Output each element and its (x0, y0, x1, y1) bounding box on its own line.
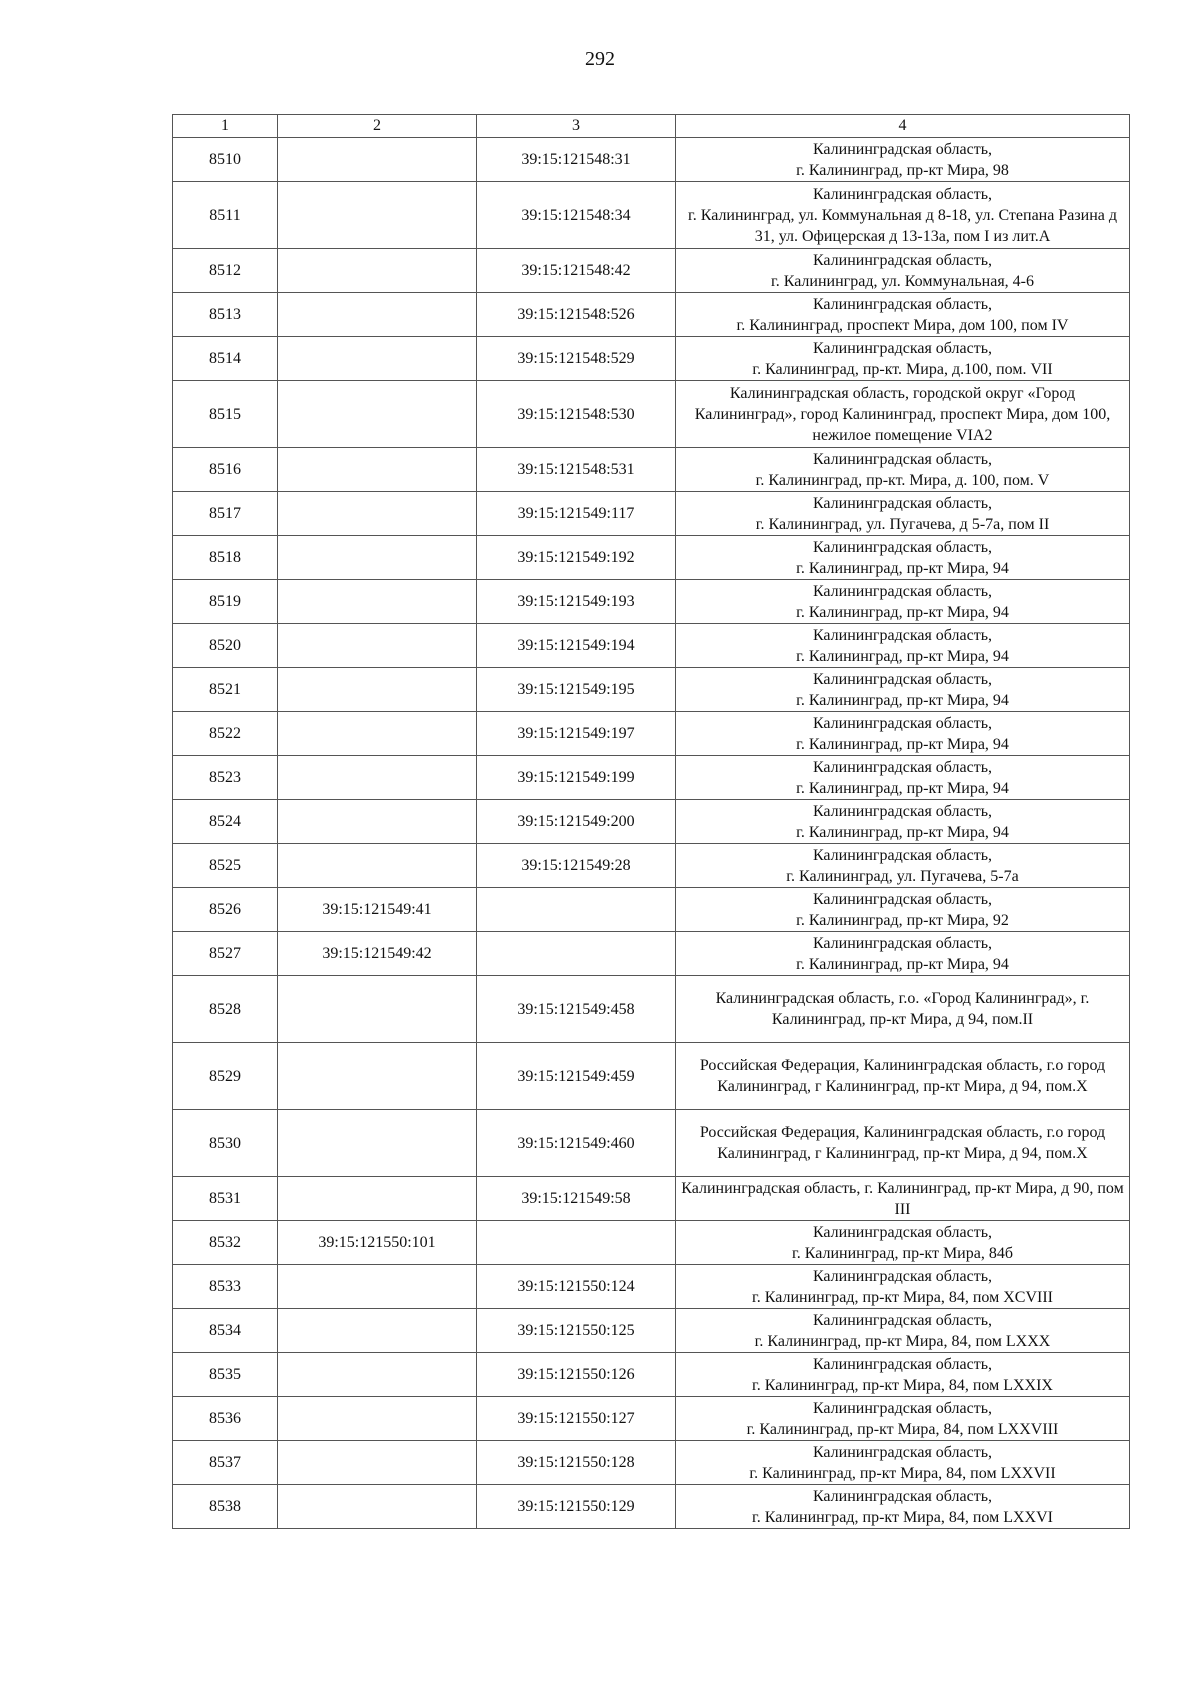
row-number-cell: 8511 (173, 182, 278, 249)
row-number-cell: 8516 (173, 448, 278, 492)
cadastral-number-cell (278, 668, 477, 712)
cadastral-room-number-cell: 39:15:121548:529 (477, 337, 676, 381)
cadastral-number-cell (278, 182, 477, 249)
address-cell: Калининградская область, г. Калининград, ул. Пугачева, д 5-7а, пом II (676, 492, 1130, 536)
table-row (173, 1397, 1130, 1441)
address-cell: Калининградская область, г. Калининград, пр-кт Мира, 84, пом LXXIX (676, 1353, 1130, 1397)
cadastral-number-cell (278, 1110, 477, 1177)
address-cell: Калининградская область, г. Калининград, пр-кт Мира, 84б (676, 1221, 1130, 1265)
cadastral-number-cell (278, 337, 477, 381)
address-cell: Калининградская область, г. Калининград, пр-кт. Мира, д.100, пом. VII (676, 337, 1130, 381)
cadastral-number-cell (278, 249, 477, 293)
cadastral-number-cell (278, 1265, 477, 1309)
table-row (173, 1043, 1130, 1110)
cadastral-room-number-cell: 39:15:121549:459 (477, 1043, 676, 1110)
cadastral-room-number-cell: 39:15:121548:531 (477, 448, 676, 492)
cadastral-number-cell (278, 800, 477, 844)
cadastral-room-number-cell: 39:15:121549:195 (477, 668, 676, 712)
table-row (173, 844, 1130, 888)
address-cell: Калининградская область, г. Калининград, пр-кт Мира, 84, пом LXXVI (676, 1485, 1130, 1529)
header-cell: 2 (278, 115, 477, 138)
row-number-cell: 8527 (173, 932, 278, 976)
cadastral-room-number-cell: 39:15:121549:199 (477, 756, 676, 800)
row-number-cell: 8519 (173, 580, 278, 624)
row-number-cell: 8534 (173, 1309, 278, 1353)
cadastral-number-cell: 39:15:121550:101 (278, 1221, 477, 1265)
row-number-cell: 8537 (173, 1441, 278, 1485)
table-row (173, 182, 1130, 249)
cadastral-room-number-cell: 39:15:121549:200 (477, 800, 676, 844)
cadastral-room-number-cell: 39:15:121549:193 (477, 580, 676, 624)
address-cell: Калининградская область, г. Калининград, пр-кт Мира, 94 (676, 800, 1130, 844)
address-cell: Калининградская область, г. Калининград, пр-кт Мира, 84, пом LXXVIII (676, 1397, 1130, 1441)
address-cell: Калининградская область, г. Калининград, проспект Мира, дом 100, пом IV (676, 293, 1130, 337)
row-number-cell: 8538 (173, 1485, 278, 1529)
row-number-cell: 8517 (173, 492, 278, 536)
address-cell: Калининградская область, г. Калининград, пр-кт Мира, 94 (676, 668, 1130, 712)
table-row (173, 712, 1130, 756)
cadastral-number-cell (278, 138, 477, 182)
header-cell: 3 (477, 115, 676, 138)
table-row (173, 1353, 1130, 1397)
row-number-cell: 8524 (173, 800, 278, 844)
address-cell: Калининградская область, г. Калининград, пр-кт Мира, 94 (676, 624, 1130, 668)
row-number-cell: 8520 (173, 624, 278, 668)
address-cell: Калининградская область, г. Калининград, ул. Пугачева, 5-7а (676, 844, 1130, 888)
row-number-cell: 8518 (173, 536, 278, 580)
cadastral-number-cell (278, 1043, 477, 1110)
cadastral-room-number-cell: 39:15:121550:124 (477, 1265, 676, 1309)
table-row (173, 932, 1130, 976)
cadastral-room-number-cell: 39:15:121549:458 (477, 976, 676, 1043)
address-cell: Калининградская область, г. Калининград, пр-кт Мира, 98 (676, 138, 1130, 182)
table-row (173, 138, 1130, 182)
table-row (173, 1110, 1130, 1177)
address-cell: Калининградская область, г.о. «Город Калининград», г. Калининград, пр-кт Мира, д 94, пом.II (676, 976, 1130, 1043)
table-row (173, 976, 1130, 1043)
address-cell: Российская Федерация, Калининградская область, г.о город Калининград, г Калининград, пр-кт Мира, д 94, пом.X (676, 1043, 1130, 1110)
cadastral-number-cell (278, 1309, 477, 1353)
cadastral-number-cell: 39:15:121549:41 (278, 888, 477, 932)
cadastral-room-number-cell: 39:15:121550:126 (477, 1353, 676, 1397)
header-row (173, 115, 1130, 138)
row-number-cell: 8528 (173, 976, 278, 1043)
cadastral-number-cell (278, 1397, 477, 1441)
table-row (173, 337, 1130, 381)
cadastral-number-cell (278, 1177, 477, 1221)
cadastral-room-number-cell: 39:15:121548:31 (477, 138, 676, 182)
table-row (173, 1265, 1130, 1309)
cadastral-room-number-cell: 39:15:121549:460 (477, 1110, 676, 1177)
address-cell: Калининградская область, г. Калининград, пр-кт Мира, 84, пом XCVIII (676, 1265, 1130, 1309)
row-number-cell: 8514 (173, 337, 278, 381)
row-number-cell: 8522 (173, 712, 278, 756)
table-row (173, 1441, 1130, 1485)
cadastral-room-number-cell: 39:15:121549:194 (477, 624, 676, 668)
table-row (173, 800, 1130, 844)
address-cell: Калининградская область, г. Калининград, пр-кт Мира, 94 (676, 580, 1130, 624)
cadastral-room-number-cell: 39:15:121550:125 (477, 1309, 676, 1353)
cadastral-room-number-cell (477, 932, 676, 976)
cadastral-number-cell (278, 536, 477, 580)
table-row (173, 249, 1130, 293)
address-cell: Калининградская область, г. Калининград, пр-кт Мира, 84, пом LXXVII (676, 1441, 1130, 1485)
page-number: 292 (585, 48, 615, 70)
address-cell: Калининградская область, г. Калининград, пр-кт Мира, 94 (676, 712, 1130, 756)
table-row (173, 668, 1130, 712)
row-number-cell: 8529 (173, 1043, 278, 1110)
address-cell: Калининградская область, г. Калининград, пр-кт Мира, д 90, пом III (676, 1177, 1130, 1221)
table-row (173, 1309, 1130, 1353)
table-row (173, 381, 1130, 448)
table-row (173, 580, 1130, 624)
cadastral-room-number-cell: 39:15:121550:128 (477, 1441, 676, 1485)
table-row (173, 624, 1130, 668)
row-number-cell: 8515 (173, 381, 278, 448)
row-number-cell: 8513 (173, 293, 278, 337)
address-cell: Калининградская область, г. Калининград, ул. Коммунальная, 4-6 (676, 249, 1130, 293)
cadastral-number-cell (278, 1485, 477, 1529)
cadastral-room-number-cell: 39:15:121548:34 (477, 182, 676, 249)
cadastral-number-cell (278, 580, 477, 624)
address-cell: Калининградская область, г. Калининград, пр-кт Мира, 84, пом LXXX (676, 1309, 1130, 1353)
row-number-cell: 8535 (173, 1353, 278, 1397)
cadastral-number-cell (278, 756, 477, 800)
row-number-cell: 8530 (173, 1110, 278, 1177)
cadastral-room-number-cell: 39:15:121548:530 (477, 381, 676, 448)
header-cell: 1 (173, 115, 278, 138)
header-cell: 4 (676, 115, 1130, 138)
address-cell: Калининградская область, г. Калининград, пр-кт. Мира, д. 100, пом. V (676, 448, 1130, 492)
cadastral-room-number-cell (477, 1221, 676, 1265)
row-number-cell: 8536 (173, 1397, 278, 1441)
row-number-cell: 8531 (173, 1177, 278, 1221)
cadastral-room-number-cell: 39:15:121550:129 (477, 1485, 676, 1529)
address-cell: Калининградская область, г. Калининград, пр-кт Мира, 94 (676, 756, 1130, 800)
cadastral-room-number-cell: 39:15:121549:28 (477, 844, 676, 888)
cadastral-room-number-cell: 39:15:121549:192 (477, 536, 676, 580)
row-number-cell: 8521 (173, 668, 278, 712)
table-row (173, 1177, 1130, 1221)
table-row (173, 293, 1130, 337)
row-number-cell: 8510 (173, 138, 278, 182)
row-number-cell: 8525 (173, 844, 278, 888)
table-row (173, 492, 1130, 536)
row-number-cell: 8512 (173, 249, 278, 293)
cadastral-number-cell (278, 712, 477, 756)
table-row (173, 756, 1130, 800)
cadastral-number-cell (278, 844, 477, 888)
cadastral-room-number-cell (477, 888, 676, 932)
cadastral-room-number-cell: 39:15:121548:42 (477, 249, 676, 293)
address-cell: Калининградская область, г. Калининград, пр-кт Мира, 94 (676, 536, 1130, 580)
cadastral-number-cell (278, 293, 477, 337)
address-cell: Калининградская область, городской округ «Город Калининград», город Калининград, проспект Мира, дом 100, нежилое помещение VIA2 (676, 381, 1130, 448)
cadastral-room-number-cell: 39:15:121550:127 (477, 1397, 676, 1441)
address-cell: Российская Федерация, Калининградская область, г.о город Калининград, г Калининград, пр-кт Мира, д 94, пом.X (676, 1110, 1130, 1177)
cadastral-room-number-cell: 39:15:121549:58 (477, 1177, 676, 1221)
row-number-cell: 8533 (173, 1265, 278, 1309)
table-row (173, 448, 1130, 492)
row-number-cell: 8523 (173, 756, 278, 800)
cadastral-number-cell (278, 1353, 477, 1397)
row-number-cell: 8526 (173, 888, 278, 932)
cadastral-number-cell (278, 448, 477, 492)
table-row (173, 888, 1130, 932)
cadastral-room-number-cell: 39:15:121549:117 (477, 492, 676, 536)
cadastral-number-cell (278, 1441, 477, 1485)
cadastral-number-cell: 39:15:121549:42 (278, 932, 477, 976)
cadastral-number-cell (278, 976, 477, 1043)
cadastral-number-cell (278, 624, 477, 668)
table-row (173, 536, 1130, 580)
address-cell: Калининградская область, г. Калининград, пр-кт Мира, 94 (676, 932, 1130, 976)
address-cell: Калининградская область, г. Калининград, пр-кт Мира, 92 (676, 888, 1130, 932)
cadastral-number-cell (278, 492, 477, 536)
table-row (173, 1485, 1130, 1529)
address-cell: Калининградская область, г. Калининград, ул. Коммунальная д 8-18, ул. Степана Разина д 31, ул. Офицерская д 13-13а, пом I из лит.А (676, 182, 1130, 249)
table-row (173, 1221, 1130, 1265)
cadastral-room-number-cell: 39:15:121549:197 (477, 712, 676, 756)
cadastral-room-number-cell: 39:15:121548:526 (477, 293, 676, 337)
cadastral-number-cell (278, 381, 477, 448)
registry-table (172, 114, 1130, 1529)
row-number-cell: 8532 (173, 1221, 278, 1265)
